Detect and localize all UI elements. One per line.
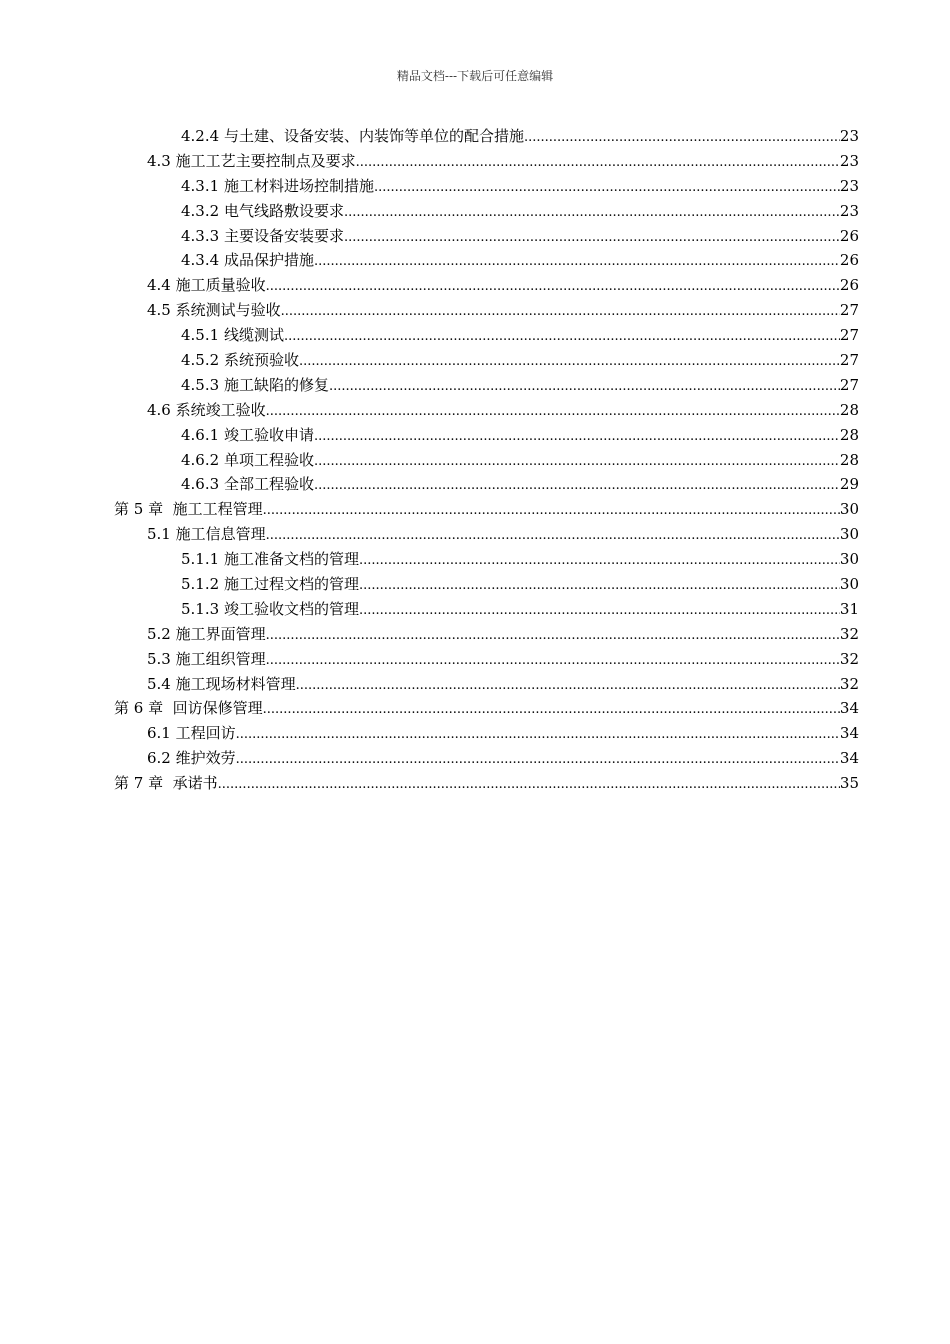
toc-entry-page: 23 [839, 127, 859, 145]
table-of-contents [0, 124, 950, 796]
toc-dot-leader [314, 250, 840, 275]
toc-entry[interactable] [147, 298, 859, 323]
toc-entry-number: 5.1.1 [181, 550, 224, 569]
toc-entry-page: 27 [839, 351, 859, 370]
toc-entry-number: 4.3.3 [181, 226, 224, 245]
toc-entry-page: 29 [839, 475, 859, 494]
toc-entry-page: 32 [839, 624, 859, 643]
toc-entry[interactable] [147, 522, 859, 547]
toc-entry[interactable] [181, 248, 859, 273]
toc-entry-number: 6.2 [147, 749, 176, 768]
toc-dot-leader [236, 748, 840, 773]
toc-entry[interactable] [181, 199, 859, 224]
toc-entry-title: 主要设备安装要求 [223, 226, 344, 245]
toc-dot-leader [314, 425, 840, 450]
toc-entry-title: 施工过程文档的管理 [223, 575, 359, 594]
toc-entry-title: 竣工验收文档的管理 [223, 599, 359, 618]
toc-entry[interactable] [181, 373, 859, 398]
toc-entry-page: 26 [839, 276, 859, 295]
toc-entry[interactable] [181, 224, 859, 249]
toc-entry[interactable] [147, 672, 859, 697]
toc-entry-title: 系统预验收 [223, 351, 299, 370]
toc-entry-page: 28 [839, 400, 859, 419]
toc-entry-number: 4.5.3 [181, 375, 224, 394]
toc-dot-leader [263, 698, 840, 723]
toc-dot-leader [299, 350, 840, 375]
toc-dot-leader [524, 126, 840, 151]
toc-entry[interactable] [114, 497, 859, 522]
toc-entry-number: 4.5 [147, 301, 176, 320]
toc-entry-title: 承诺书 [172, 774, 218, 793]
toc-entry-page: 23 [839, 151, 859, 170]
toc-entry-title: 施工组织管理 [175, 649, 266, 668]
toc-entry-number: 4.3.2 [181, 201, 224, 220]
toc-entry-number: 4.6.1 [181, 425, 224, 444]
toc-entry-number: 第 5 章 [114, 500, 173, 519]
toc-entry[interactable] [181, 472, 859, 497]
toc-dot-leader [266, 624, 840, 649]
toc-entry[interactable] [181, 572, 859, 597]
toc-entry[interactable] [147, 647, 859, 672]
toc-entry-page: 27 [839, 326, 859, 345]
toc-entry-page: 30 [839, 575, 859, 594]
toc-entry-title: 全部工程验收 [223, 475, 314, 494]
toc-entry-page: 28 [839, 450, 859, 469]
toc-entry[interactable] [147, 149, 859, 174]
toc-entry-number: 4.6.2 [181, 450, 224, 469]
toc-dot-leader [314, 474, 840, 499]
toc-entry[interactable] [114, 696, 859, 721]
toc-entry-number: 4.3.1 [181, 176, 224, 195]
toc-entry-page: 26 [839, 226, 859, 245]
toc-entry-title: 施工信息管理 [175, 525, 266, 544]
toc-entry-title: 成品保护措施 [223, 251, 314, 270]
toc-dot-leader [296, 674, 840, 699]
toc-entry-page: 32 [839, 649, 859, 668]
toc-entry-number: 4.5.1 [181, 326, 224, 345]
toc-entry-number: 6.1 [147, 724, 176, 743]
toc-entry-page: 28 [839, 425, 859, 444]
toc-dot-leader [359, 574, 840, 599]
toc-dot-leader [266, 649, 840, 674]
toc-entry[interactable] [147, 398, 859, 423]
toc-entry-title: 工程回访 [175, 724, 236, 743]
toc-entry-title: 维护效劳 [175, 749, 236, 768]
toc-entry-title: 单项工程验收 [223, 450, 314, 469]
toc-dot-leader [266, 524, 840, 549]
toc-entry-number: 5.1.3 [181, 599, 224, 618]
toc-entry-page: 23 [839, 201, 859, 220]
toc-entry-page: 34 [839, 749, 859, 768]
toc-entry[interactable] [181, 597, 859, 622]
toc-entry-number: 第 7 章 [114, 774, 173, 793]
toc-entry[interactable] [181, 348, 859, 373]
toc-entry-title: 系统测试与验收 [175, 301, 281, 320]
toc-entry[interactable] [181, 124, 859, 149]
toc-entry[interactable] [114, 771, 859, 796]
toc-dot-leader [281, 300, 840, 325]
toc-entry-page: 34 [839, 699, 859, 718]
toc-entry[interactable] [147, 273, 859, 298]
toc-entry-title: 施工材料进场控制措施 [223, 176, 374, 195]
toc-entry-number: 4.3 [147, 151, 176, 170]
toc-entry-number: 5.3 [147, 649, 176, 668]
toc-entry-page: 27 [839, 301, 859, 320]
toc-entry-page: 32 [839, 674, 859, 693]
toc-entry-title: 电气线路敷设要求 [223, 201, 344, 220]
toc-entry[interactable] [147, 746, 859, 771]
toc-dot-leader [218, 773, 840, 798]
toc-entry-title: 施工质量验收 [175, 276, 266, 295]
toc-dot-leader [356, 151, 840, 176]
toc-entry-number: 4.6.3 [181, 475, 224, 494]
toc-entry-number: 4.2.4 [181, 127, 224, 145]
toc-entry-number: 5.1.2 [181, 575, 224, 594]
toc-dot-leader [344, 201, 840, 226]
toc-entry-title: 施工缺陷的修复 [223, 375, 329, 394]
toc-entry-number: 第 6 章 [114, 699, 173, 718]
toc-entry[interactable] [181, 174, 859, 199]
toc-entry-page: 27 [839, 375, 859, 394]
toc-entry-title: 施工界面管理 [175, 624, 266, 643]
toc-dot-leader [284, 325, 840, 350]
toc-entry[interactable] [181, 547, 859, 572]
toc-entry-page: 34 [839, 724, 859, 743]
toc-dot-leader [359, 549, 840, 574]
toc-entry-number: 4.6 [147, 400, 176, 419]
toc-entry-number: 4.3.4 [181, 251, 224, 270]
toc-entry-page: 30 [839, 500, 859, 519]
toc-entry-page: 30 [839, 525, 859, 544]
toc-entry-title: 与土建、设备安装、内装饰等单位的配合措施 [223, 127, 524, 145]
toc-entry-title: 施工准备文档的管理 [223, 550, 359, 569]
toc-entry[interactable] [181, 423, 859, 448]
toc-entry-page: 35 [839, 774, 859, 793]
toc-dot-leader [329, 375, 840, 400]
toc-entry-title: 系统竣工验收 [175, 400, 266, 419]
toc-entry[interactable] [181, 323, 859, 348]
toc-entry-title: 竣工验收申请 [223, 425, 314, 444]
toc-entry[interactable] [181, 448, 859, 473]
toc-entry-title: 施工工艺主要控制点及要求 [175, 151, 356, 170]
toc-dot-leader [236, 723, 840, 748]
toc-dot-leader [314, 450, 840, 475]
toc-entry-number: 4.5.2 [181, 351, 224, 370]
toc-entry-title: 施工现场材料管理 [175, 674, 296, 693]
toc-entry-title: 回访保修管理 [172, 699, 263, 718]
toc-entry-number: 4.4 [147, 276, 176, 295]
toc-dot-leader [344, 226, 840, 251]
toc-entry-number: 5.2 [147, 624, 176, 643]
toc-entry-page: 31 [839, 599, 859, 618]
toc-entry-page: 23 [839, 176, 859, 195]
toc-entry-number: 5.1 [147, 525, 176, 544]
toc-entry-title: 线缆测试 [223, 326, 284, 345]
toc-dot-leader [374, 176, 840, 201]
toc-dot-leader [266, 400, 840, 425]
toc-dot-leader [359, 599, 840, 624]
toc-entry[interactable] [147, 622, 859, 647]
toc-entry[interactable] [147, 721, 859, 746]
toc-entry-number: 5.4 [147, 674, 176, 693]
page-header: 精品文档---下载后可任意编辑 [396, 69, 554, 83]
toc-entry-page: 26 [839, 251, 859, 270]
toc-entry-page: 30 [839, 550, 859, 569]
toc-dot-leader [266, 275, 840, 300]
toc-dot-leader [263, 499, 840, 524]
toc-entry-title: 施工工程管理 [172, 500, 263, 519]
